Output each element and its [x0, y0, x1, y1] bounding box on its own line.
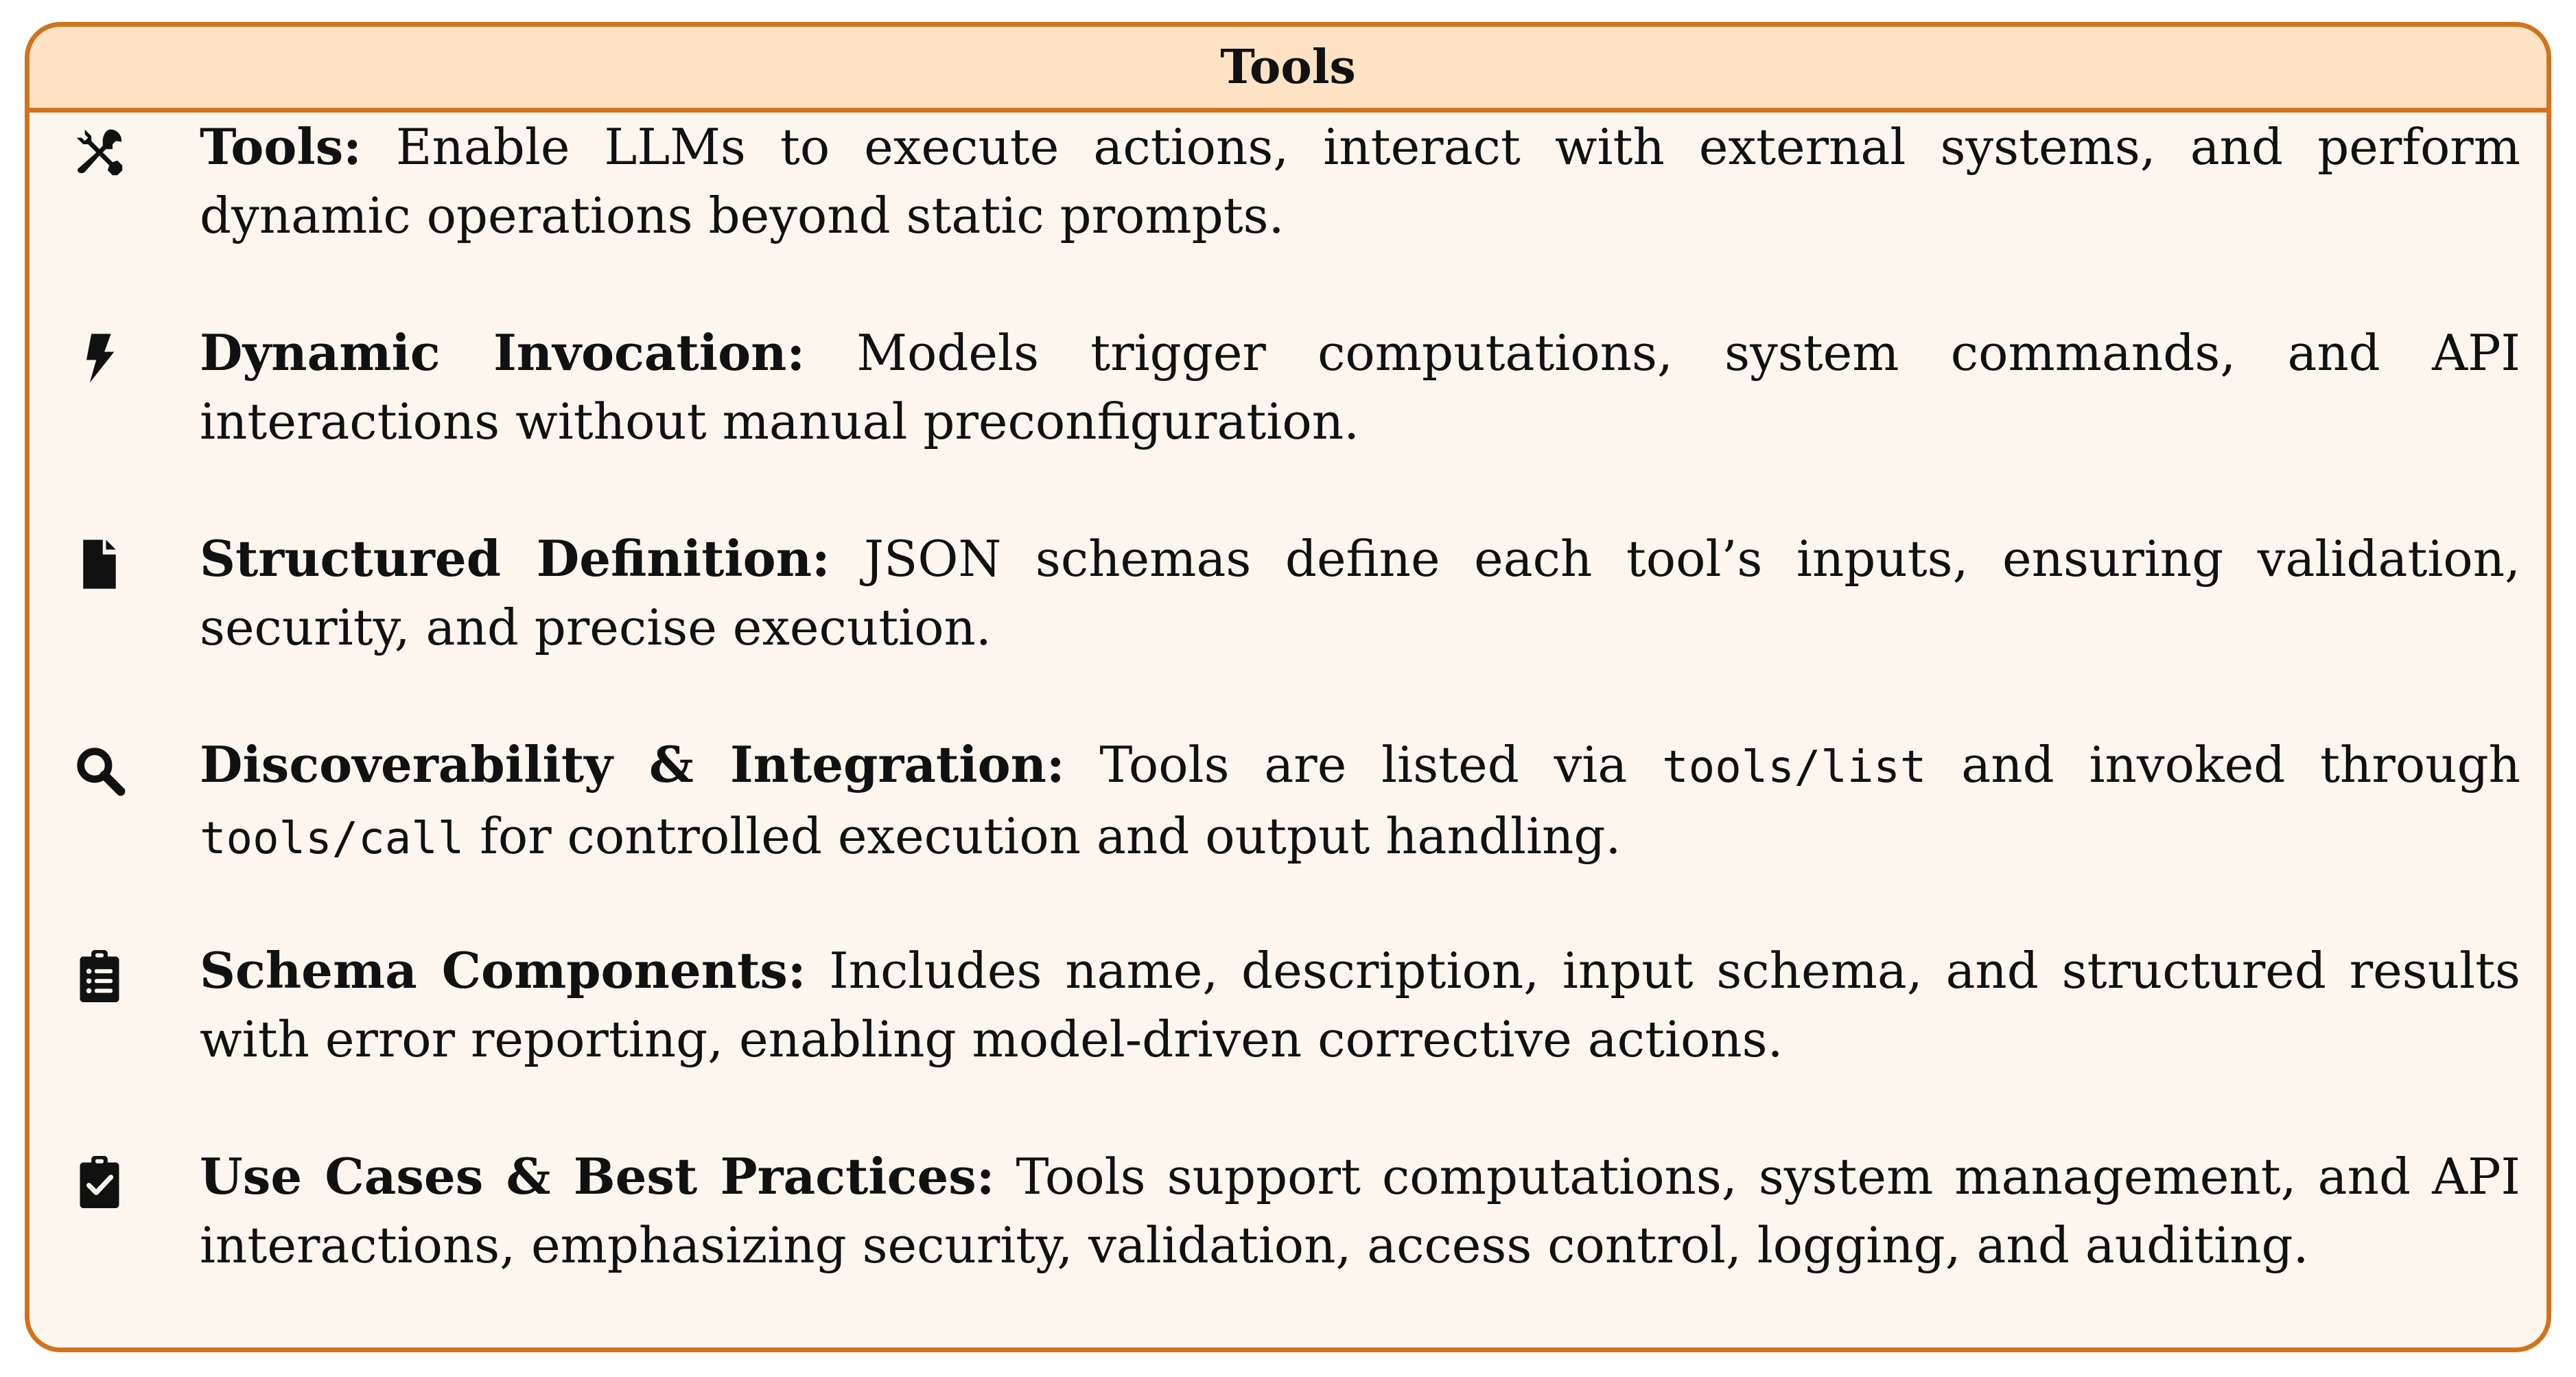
list-item-structured-definition — [30, 524, 2546, 689]
item-text — [200, 730, 2520, 873]
search-icon — [73, 744, 126, 796]
list-item-dynamic-invocation — [30, 319, 2546, 483]
item-label: Discoverability & Integration: — [200, 735, 1065, 794]
bolt-icon — [73, 332, 126, 384]
file-icon — [73, 538, 126, 590]
tools-icon — [73, 126, 126, 178]
panel-header — [30, 27, 2546, 113]
code-tools-list: tools/list — [1662, 742, 1927, 793]
clipboard-check-icon — [73, 1156, 126, 1208]
item-label: Use Cases & Best Practices: — [200, 1147, 995, 1205]
item-text — [200, 524, 2520, 662]
list-item-discoverability — [30, 730, 2546, 895]
item-description: Enable LLMs to execute actions, interact with external systems, and perform dynamic operations beyond static prompts. — [200, 118, 2521, 244]
item-label: Dynamic Invocation: — [200, 323, 806, 382]
panel-title: Tools — [1220, 40, 1356, 95]
tools-panel — [25, 22, 2551, 1352]
item-description: Models trigger computations, system commands, and API interactions without manual preconfiguration. — [200, 324, 2520, 450]
item-text — [200, 113, 2520, 250]
code-tools-call: tools/call — [200, 813, 465, 864]
item-text — [200, 1142, 2520, 1280]
list-item-schema-components — [30, 936, 2546, 1101]
item-label: Structured Definition: — [200, 529, 830, 588]
item-label: Schema Components: — [200, 941, 806, 999]
item-text — [200, 936, 2520, 1074]
item-description-between: and invoked through — [1961, 736, 2521, 794]
clipboard-list-icon — [73, 950, 126, 1002]
item-description-after: for controlled execution and output handling. — [480, 807, 1621, 865]
item-description: Tools support computations, system management, and API interactions, emphasizing security, validation, access control, logging, and auditing. — [200, 1148, 2520, 1274]
item-text — [200, 319, 2520, 456]
list-item-use-cases — [30, 1142, 2546, 1307]
item-description: JSON schemas define each tool’s inputs, ensuring validation, security, and precise execution. — [200, 530, 2521, 656]
item-label: Tools: — [200, 117, 362, 176]
item-description: Includes name, description, input schema, and structured results with error reporting, enabling model-driven corrective actions. — [200, 942, 2520, 1068]
item-description-before: Tools are listed via — [1099, 736, 1628, 794]
list-item-tools — [30, 113, 2546, 277]
